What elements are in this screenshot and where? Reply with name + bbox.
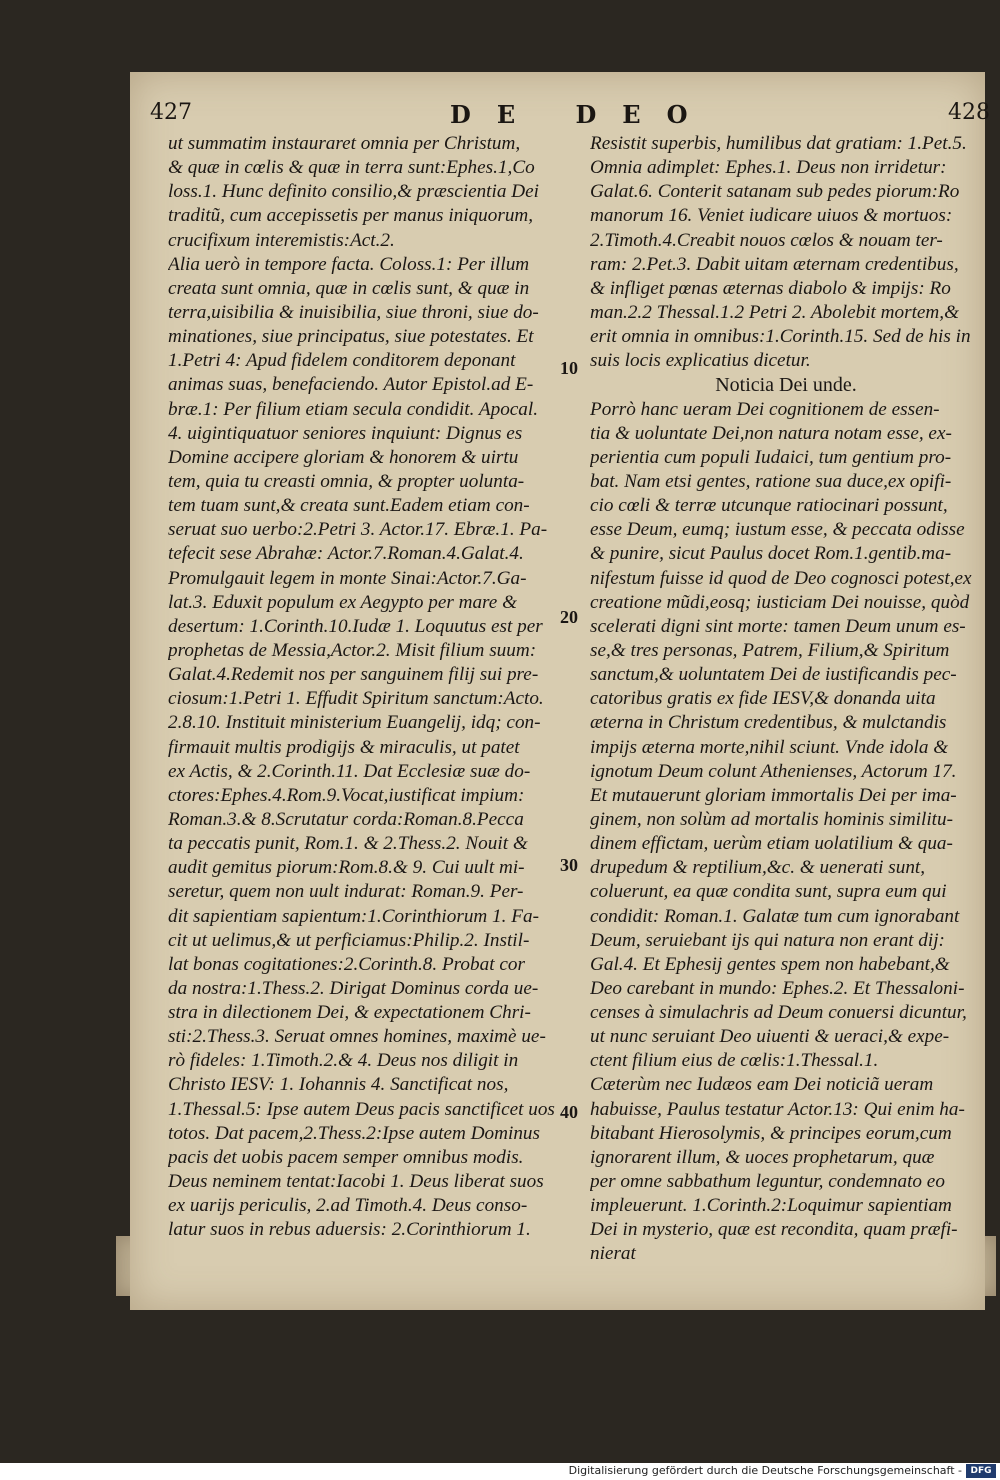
text-line: cit ut uelimus,& ut perficiamus:Philip.2. Instil- [168,929,530,951]
text-line: Alia uerò in tempore facta. Coloss.1: Per illum [168,253,530,275]
text-line: & infliget pœnas æternas diabolo & impijs: Ro [590,277,951,299]
text-line: seruat suo uerbo:2.Petri 3. Actor.17. Ebræ.1. Pa- [168,519,548,541]
text-line: ctent filium eius de cœlis:1.Thessal.1. [590,1050,879,1072]
text-line: da nostra:1.Thess.2. Dirigat Dominus corda ue- [168,977,539,999]
line-number-20: 20 [560,607,578,627]
text-line: tia & uoluntate Dei,non natura notam esse, ex- [590,422,952,444]
text-line: cio cœli & terræ utcunque ratiocinari possunt, [590,495,948,517]
text-line: firmauit multis prodigijs & miraculis, ut patet [168,736,520,758]
text-line: ciosum:1.Petri 1. Effudit Spiritum sanctum:Acto. [168,688,544,710]
text-line: Cæterùm nec Iudæos eam Dei noticiã ueram [590,1074,934,1096]
text-line: Gal.4. Et Ephesij gentes spem non habebant,& [590,953,950,975]
line-number-30: 30 [560,855,578,875]
text-line: tem tuam sunt,& creata sunt.Eadem etiam con- [168,495,530,517]
text-line: rò fideles: 1.Timoth.2.& 4. Deus nos diligit in [168,1050,519,1072]
text-line: manorum 16. Veniet iudicare uiuos & mortuos: [590,205,953,227]
text-line: sti:2.Thess.3. Seruat omnes homines, maximè ue- [168,1026,546,1048]
text-line: minationes, siue principatus, siue potestates. Et [168,326,534,348]
text-line: ignorarent illum, & uoces prophetarum, quæ [590,1146,935,1168]
text-line: & punire, sicut Paulus docet Rom.1.gentib.ma- [590,543,952,565]
text-line: creata sunt omnia, quæ in cœlis sunt, & quæ in [168,277,530,299]
text-line: Deo carebant in mundo: Ephes.2. Et Thessaloni- [590,977,965,999]
text-line: bræ.1: Per filium etiam secula condidit. Apocal. [168,398,539,420]
text-line: sanctum,& uoluntatem Dei de iustificandis pec- [590,664,957,686]
footer-bar [0,1463,1000,1480]
text-line: tefecit sese Abrahæ: Actor.7.Roman.4.Galat.4. [168,543,524,565]
text-line: se,& tres personas, Patrem, Filium,& Spiritum [590,639,950,661]
text-line: coluerunt, ea quæ condita sunt, supra eum qui [590,881,947,903]
text-line: perientia cum populi Iudaici, tum gentium pro- [590,446,952,468]
text-line: lat.3. Eduxit populum ex Aegypto per mare & [168,591,518,613]
text-line: ram: 2.Pet.3. Dabit uitam æternam credentibus, [590,253,959,275]
text-line: impleuerunt. 1.Corinth.2:Loquimur sapientiam [590,1195,952,1217]
text-line: traditũ, cum accepissetis per manus iniquorum, [168,205,534,227]
text-line: crucifixum interemistis:Act.2. [168,229,395,251]
funding-notice: Digitalisierung gefördert durch die Deutsche Forschungsgemeinschaft - [568,1464,962,1477]
page-number-left: 427 [150,100,192,125]
text-line: stra in dilectionem Dei, & expectationem Chri- [168,1002,531,1024]
text-line: Roman.3.& 8.Scrutatur corda:Roman.8.Pecca [168,808,524,830]
right-text-column [590,132,982,1267]
text-line: censes à simulachris ad Deum conuersi dicuntur, [590,1002,967,1024]
text-line: per omne sabbathum leguntur, condemnato eo [590,1171,945,1193]
text-line: ctores:Ephes.4.Rom.9.Vocat,iustificat impium: [168,784,525,806]
text-line: Promulgauit legem in monte Sinai:Actor.7.Ga- [168,567,527,589]
text-line: nierat [590,1243,636,1265]
text-line: Christo IESV: 1. Iohannis 4. Sanctificat nos, [168,1074,509,1096]
text-line: habuisse, Paulus testatur Actor.13: Qui enim ha- [590,1098,965,1120]
text-line: suis locis explicatius dicetur. [590,350,811,372]
page-number-right: 428 [948,100,990,125]
text-line: seretur, quem non uult indurat: Roman.9. Per- [168,881,524,903]
text-line: Deum, seruiebant ijs qui natura non erant dij: [590,929,945,951]
text-line: drupedum & reptilium,&c. & uenerati sunt, [590,857,926,879]
text-line: bitabant Hierosolymis, & principes eorum,cum [590,1122,952,1144]
text-line: Galat.6. Conterit satanam sub pedes piorum:Ro [590,181,960,203]
section-heading: Noticia Dei unde. [715,374,857,397]
text-line: 2.8.10. Instituit ministerium Euangelij, idq; con- [168,712,541,734]
text-line: dit sapientiam sapientum:1.Corinthiorum 1. Fa- [168,905,539,927]
text-line: catoribus gratis ex fide IESV,& donanda uita [590,688,936,710]
page-header [150,100,990,134]
text-line: & quæ in cœlis & quæ in terra sunt:Ephes.1,Co [168,157,535,179]
text-line: Porrò hanc ueram Dei cognitionem de essen- [590,398,940,420]
text-line: dinem effictam, uerùm etiam uolatilium & qua- [590,833,953,855]
text-line: lat bonas cogitationes:2.Corinth.8. Probat cor [168,953,525,975]
text-line: desertum: 1.Corinth.10.Iudæ 1. Loquutus est per [168,615,543,637]
line-number-10: 10 [560,358,578,378]
text-line: 4. uigintiquatuor seniores inquiunt: Dignus es [168,422,523,444]
text-line: ta peccatis punit, Rom.1. & 2.Thess.2. Nouit & [168,833,528,855]
text-line: esse Deum, eumq; iustum esse, & peccata odisse [590,519,965,541]
text-line: condidit: Roman.1. Galatæ tum cum ignorabant [590,905,960,927]
text-line: Et mutauerunt gloriam immortalis Dei per ima- [590,784,957,806]
left-text-column [168,132,558,1242]
text-line: latur suos in rebus aduersis: 2.Corinthiorum 1. [168,1219,531,1241]
text-line: ignotum Deum colunt Athenienses, Actorum 17. [590,760,957,782]
text-line: 1.Petri 4: Apud fidelem conditorem deponant [168,350,516,372]
text-line: ex Actis, & 2.Corinth.11. Dat Ecclesiæ suæ do- [168,760,531,782]
text-line: totos. Dat pacem,2.Thess.2:Ipse autem Dominus [168,1122,540,1144]
text-line: ut nunc seruiant Deo uiuenti & ueraci,& expe- [590,1026,950,1048]
text-line: erit omnia in omnibus:1.Corinth.15. Sed de his in [590,326,971,348]
text-line: Omnia adimplet: Ephes.1. Deus non irridetur: [590,157,947,179]
text-line: 1.Thessal.5: Ipse autem Deus pacis sanctificet uos [168,1098,555,1120]
text-line: man.2.2 Thessal.1.2 Petri 2. Abolebit mortem,& [590,301,959,323]
text-line: bat. Nam etsi gentes, ratione sua duce,ex opifi- [590,470,952,492]
text-line: Domine accipere gloriam & honorem & uirtu [168,446,519,468]
text-line: terra,uisibilia & inuisibilia, siue throni, siue do- [168,301,539,323]
dfg-logo: DFG [966,1464,996,1478]
text-line: prophetas de Messia,Actor.2. Misit filium suum: [168,639,537,661]
text-line: Resistit superbis, humilibus dat gratiam: 1.Pet.5. [590,133,967,154]
text-line: Galat.4.Redemit nos per sanguinem filij sui pre- [168,664,539,686]
text-line: 2.Timoth.4.Creabit nouos cœlos & nouam ter- [590,229,943,251]
text-line: impijs æterna morte,nihil sciunt. Vnde idola & [590,736,949,758]
text-line: animas suas, benefaciendo. Autor Epistol.ad E- [168,374,534,396]
running-title: DE DEO [450,100,714,129]
text-line: Dei in mysterio, quæ est recondita, quam præfi- [590,1219,958,1241]
text-line: ut summatim instauraret omnia per Christum, [168,133,521,154]
text-line: ginem, non solùm ad mortalis hominis similitu- [590,808,953,830]
text-line: scelerati digni sint morte: tamen Deum unum es- [590,615,966,637]
text-line: ex uarijs periculis, 2.ad Timoth.4. Deus conso- [168,1195,528,1217]
text-line: creatione mũdi,eosq; iusticiam Dei nouisse, quòd [590,591,970,613]
text-line: loss.1. Hunc definito consilio,& præscientia Dei [168,181,539,203]
text-line: audit gemitus piorum:Rom.8.& 9. Cui uult mi- [168,857,525,879]
text-line: nifestum fuisse id quod de Deo cognosci potest,ex [590,567,972,589]
text-line: tem, quia tu creasti omnia, & propter uolunta- [168,470,525,492]
text-line: pacis det uobis pacem semper omnibus modis. [168,1146,524,1168]
text-line: Deus neminem tentat:Iacobi 1. Deus liberat suos [168,1171,544,1193]
line-number-40: 40 [560,1102,578,1122]
text-line: æterna in Christum credentibus, & mulctandis [590,712,947,734]
